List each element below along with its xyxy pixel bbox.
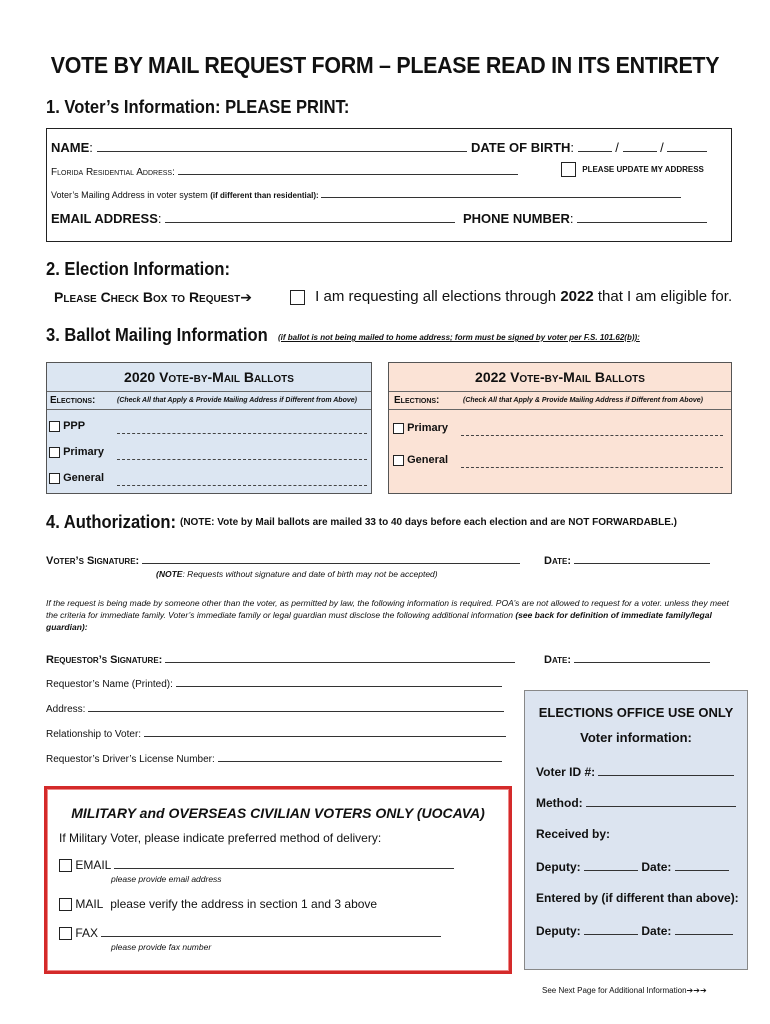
ballots-2022-box [388,362,732,494]
dob-label: DATE OF BIRTH [471,140,571,155]
form-title: VOTE BY MAIL REQUEST FORM – PLEASE READ IN ITS ENTIRETY [50,52,720,78]
method-field[interactable] [586,795,736,807]
phone-label: PHONE NUMBER [463,211,570,226]
entered-date-label: Date: [641,924,672,938]
general-2020-label: General [63,472,105,484]
dob-day-field[interactable] [623,139,657,152]
email-label: EMAIL ADDRESS [51,211,158,226]
general-2020-address-line[interactable] [117,475,367,486]
primary-2020-address-line[interactable] [117,449,367,460]
received-deputy-field[interactable] [584,859,638,871]
ppp-2020-address-line[interactable] [117,423,367,434]
received-by-label: Received by: [536,827,611,841]
office-title: ELECTIONS OFFICE USE ONLY [538,705,734,720]
poa-text: If the request is being made by someone other than the voter, as permitted by law, the following information is required. POA’s are not allowed to request for a voter. unless they meet the criteria for immediate family. Voter’s immediate family or legal guardian must disclose the following additional information [46,598,729,620]
voter-date-field[interactable] [574,551,710,564]
entered-date-field[interactable] [675,923,733,935]
relationship-field[interactable] [144,727,506,737]
request-text-a: I am requesting all elections through [315,288,561,305]
uocava-mail-checkbox[interactable] [59,898,72,911]
ballots-2020-elections-label: Elections: [50,395,96,406]
received-deputy-label: Deputy: [536,860,581,874]
name-label: NAME [51,140,90,155]
section3-note: (if ballot is not being mailed to home address; form must be signed by voter per F.S. 101.62(b)): [278,333,640,342]
dob-month-field[interactable] [578,139,612,152]
uocava-email-hint: please provide email address [111,874,222,884]
ballots-2022-title: 2022 Vote-by-Mail Ballots [475,369,645,385]
uocava-fax-checkbox[interactable] [59,927,72,940]
voter-date-label: Date: [544,555,572,567]
voter-id-field[interactable] [598,764,734,776]
requestor-signature-field[interactable] [165,650,515,663]
uocava-fax-field[interactable] [101,924,441,937]
uocava-mail-text: please verify the address in section 1 and 3 above [110,897,378,911]
license-label: Requestor’s Driver’s License Number: [46,754,215,765]
requestor-name-label: Requestor’s Name (Printed): [46,679,173,690]
request-all-elections-checkbox[interactable] [290,290,305,305]
general-2022-checkbox[interactable] [393,455,404,466]
relationship-label: Relationship to Voter: [46,729,142,740]
general-2022-address-line[interactable] [461,457,723,468]
uocava-prompt: If Military Voter, please indicate preferred method of delivery: [59,831,382,845]
entered-deputy-field[interactable] [584,923,638,935]
general-2022-label: General [407,454,449,466]
mailing-address-field[interactable] [321,189,681,198]
ballots-2022-elections-label: Elections: [394,395,440,406]
entered-deputy-label: Deputy: [536,924,581,938]
ballots-2022-instructions: (Check All that Apply & Provide Mailing Address if Different from Above) [463,397,703,404]
check-box-label: Please Check Box to Request [54,289,241,305]
poa-bold-text: (see back for definition of immediate family/legal guardian): [46,610,712,632]
primary-2022-label: Primary [407,422,449,434]
requestor-address-label: Address: [46,704,86,715]
update-address-label: PLEASE UPDATE MY ADDRESS [582,165,704,174]
section4-note: (NOTE: Vote by Mail ballots are mailed 33 to 40 days before each election and are NOT FORWARDABLE.) [180,517,677,528]
general-2020-checkbox[interactable] [49,473,60,484]
footer-note: See Next Page for Additional Information➔➔➔ [542,986,707,995]
voter-id-label: Voter ID #: [536,765,596,779]
requestor-name-field[interactable] [176,677,502,687]
elections-office-box [524,690,748,970]
uocava-email-label: EMAIL [75,858,111,872]
uocava-email-field[interactable] [114,856,454,869]
dob-separator-1: / [615,140,619,155]
request-year: 2022 [560,288,594,305]
office-subtitle: Voter information: [580,730,692,745]
section2-heading: 2. Election Information: [46,259,231,279]
dob-year-field[interactable] [667,139,707,152]
requestor-address-field[interactable] [88,702,504,712]
section3-heading: 3. Ballot Mailing Information [46,325,268,345]
section4-heading: 4. Authorization: [46,512,177,532]
ballots-2020-box [46,362,372,494]
name-field[interactable] [97,139,467,152]
ballots-2020-instructions: (Check All that Apply & Provide Mailing Address if Different from Above) [117,397,357,404]
request-text-b: that I am eligible for. [593,288,733,305]
section1-heading: 1. Voter’s Information: PLEASE PRINT: [46,97,350,117]
voter-signature-label: Voter’s Signature: [46,555,140,567]
primary-2020-label: Primary [63,446,105,458]
ballots-2020-title: 2020 Vote-by-Mail Ballots [124,369,294,385]
uocava-fax-label: FAX [75,926,99,940]
received-date-label: Date: [641,860,672,874]
update-address-checkbox[interactable] [561,162,576,177]
received-date-field[interactable] [675,859,729,871]
ppp-2020-checkbox[interactable] [49,421,60,432]
requestor-date-label: Date: [544,654,572,666]
requestor-signature-label: Requestor’s Signature: [46,654,163,666]
uocava-title: MILITARY and OVERSEAS CIVILIAN VOTERS ONLY (UOCAVA) [71,805,485,821]
mailing-address-note: (if different than residential): [210,191,319,200]
primary-2020-checkbox[interactable] [49,447,60,458]
license-field[interactable] [218,752,502,762]
email-field[interactable] [165,210,455,223]
mailing-address-label: Voter’s Mailing Address in voter system [51,190,208,200]
uocava-box [44,786,512,974]
requestor-date-field[interactable] [574,650,710,663]
primary-2022-checkbox[interactable] [393,423,404,434]
method-label: Method: [536,796,583,810]
arrow-icon: ➔ [240,289,252,305]
signature-note: : Requests without signature and date of birth may not be accepted) [182,569,438,579]
primary-2022-address-line[interactable] [461,425,723,436]
residential-address-label: Florida Residential Address: [51,167,175,178]
uocava-email-checkbox[interactable] [59,859,72,872]
uocava-mail-label: MAIL [75,897,103,911]
uocava-fax-hint: please provide fax number [111,942,212,952]
voter-info-box: NAME: DATE OF BIRTH: / / Florida Residential Address: PLEASE UPDATE MY ADDRESS Voter’s Mailing Address in voter system (if different than residential): EMAIL ADDRESS: PHONE NUMBER: [46,128,732,242]
phone-field[interactable] [577,210,707,223]
dob-separator-2: / [660,140,664,155]
voter-signature-field[interactable] [142,551,520,564]
entered-by-label: Entered by (if different than above): [536,891,739,905]
signature-note-bold: (NOTE [156,569,183,579]
residential-address-field[interactable] [178,165,518,175]
ppp-2020-label: PPP [63,420,86,432]
